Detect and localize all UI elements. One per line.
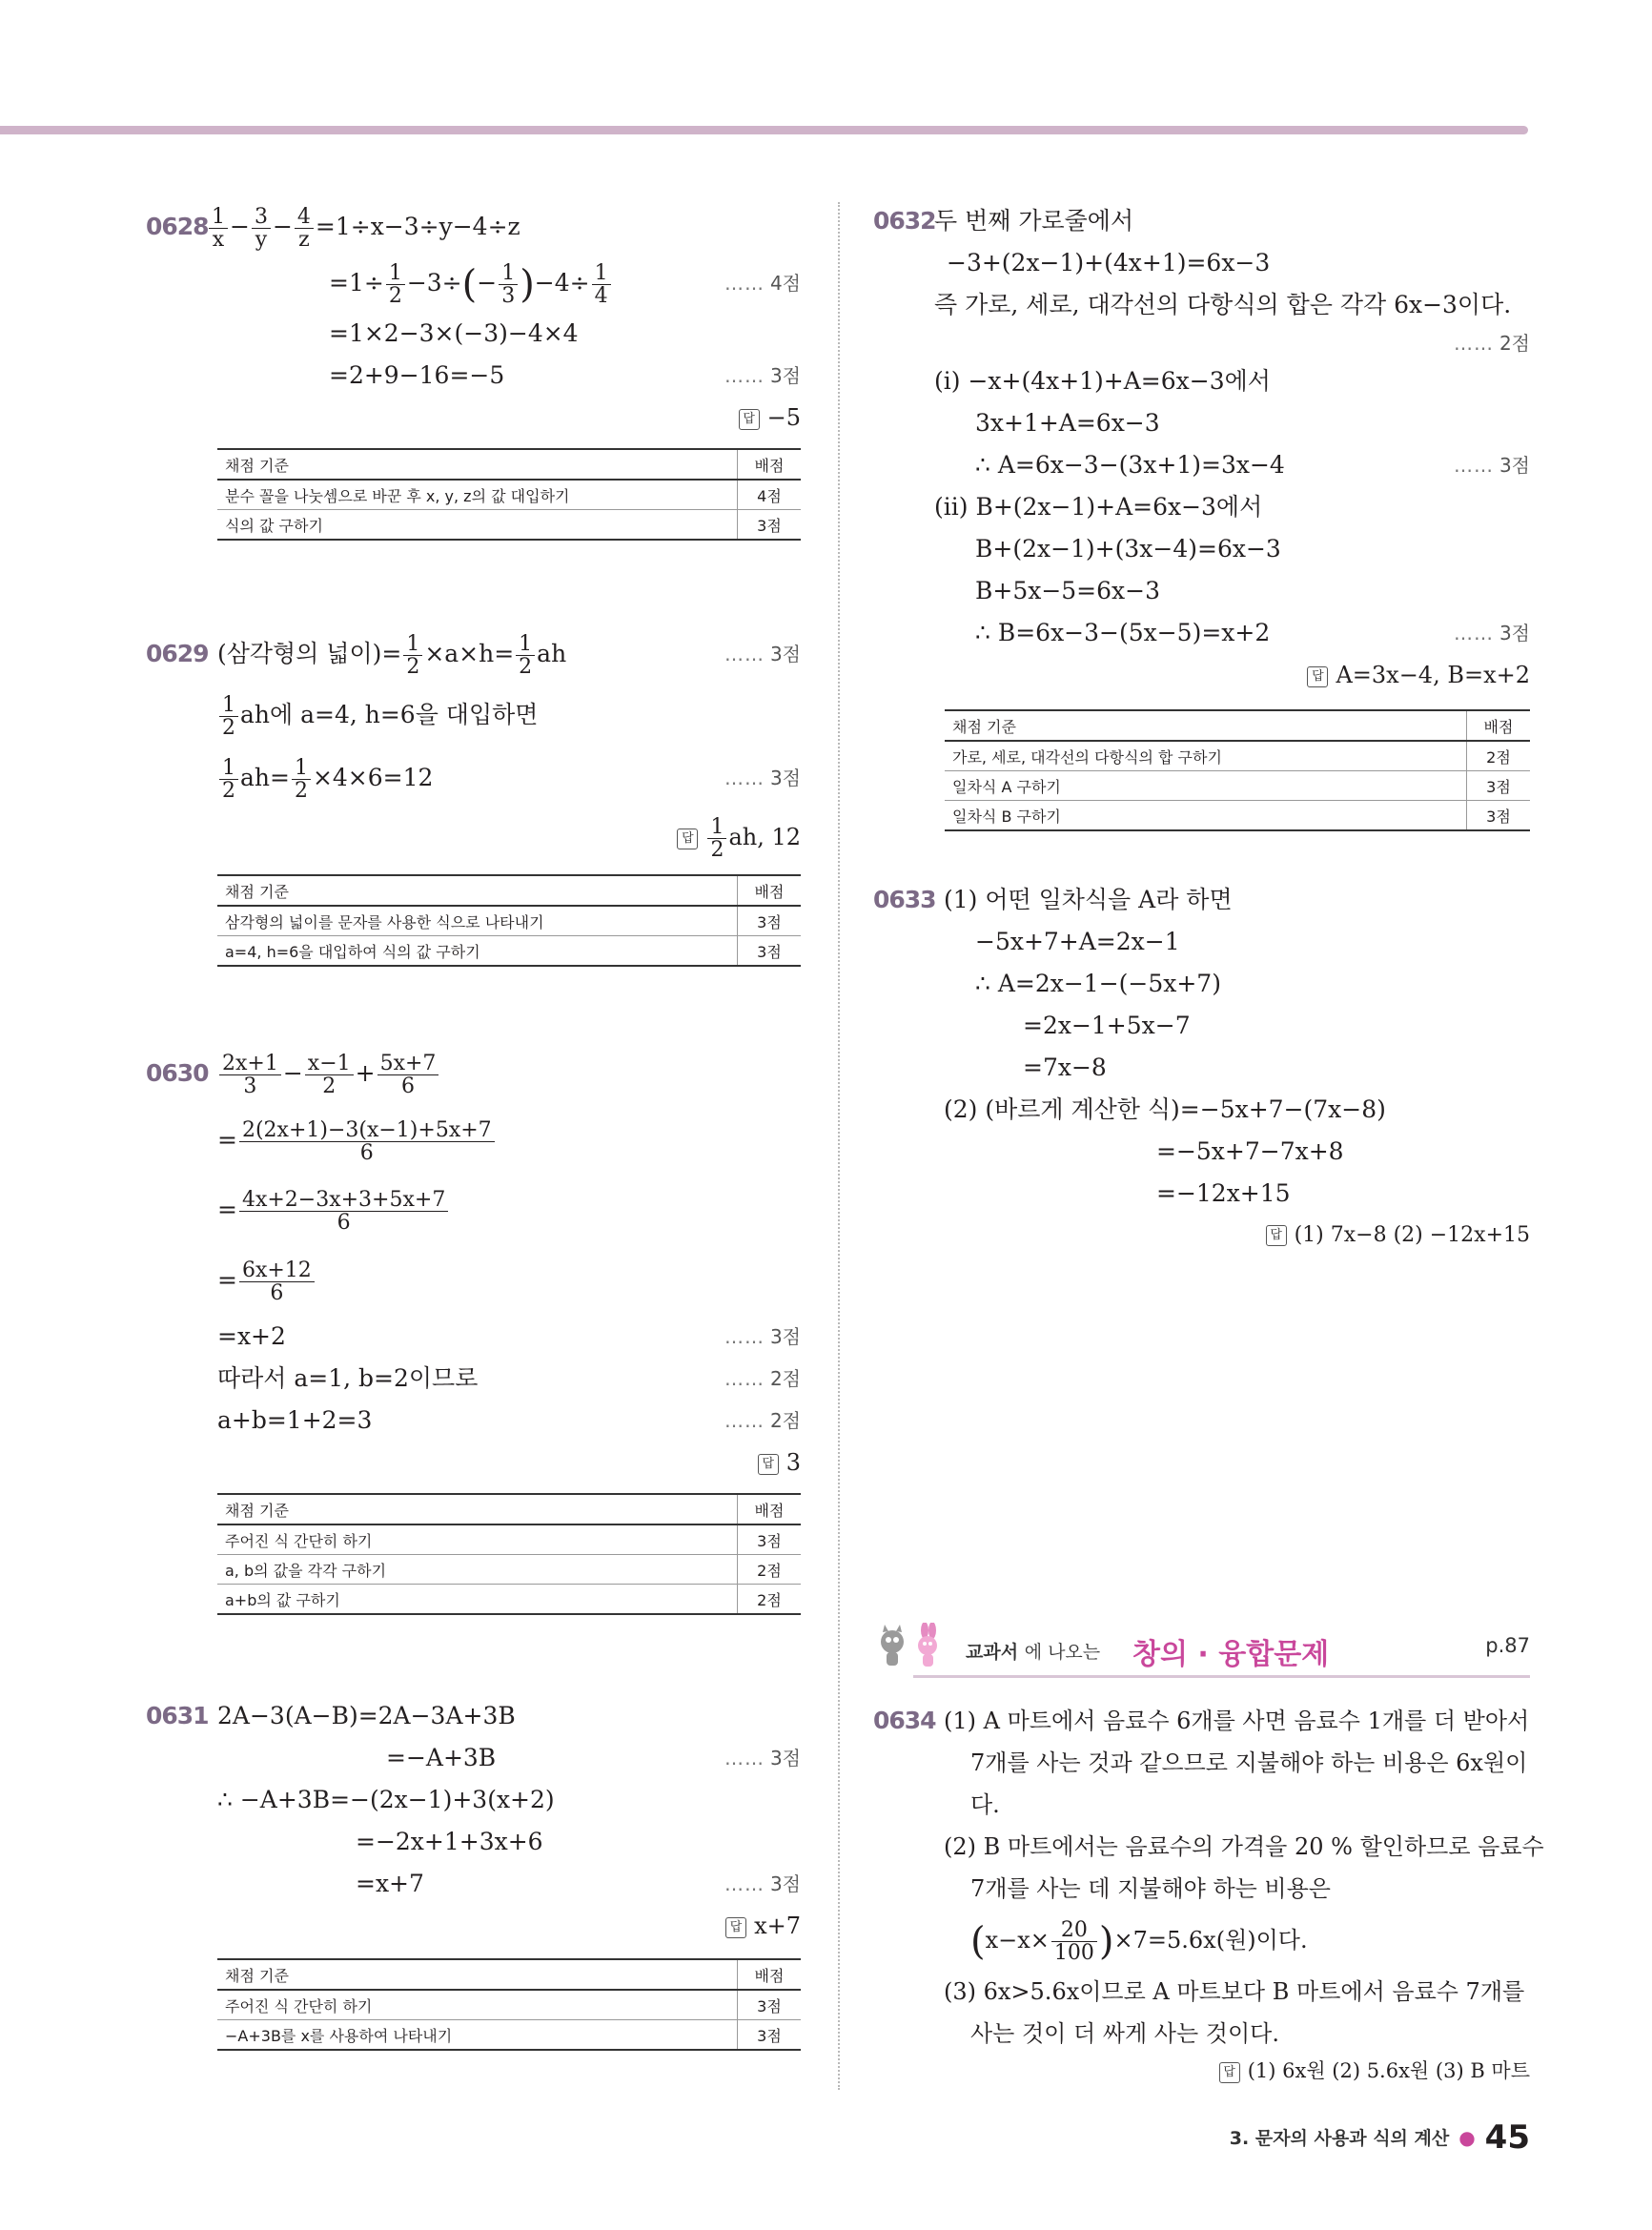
chapter-title: 3. 문자의 사용과 식의 계산: [1229, 2128, 1450, 2149]
equation-line: = $\frac{6x+12}{6}$: [217, 1245, 316, 1316]
score-note: …… 3점: [724, 767, 801, 789]
text-line: 다.: [970, 1791, 1000, 1818]
top-decor-bar: [0, 126, 1528, 134]
problem-number: 0630: [146, 1059, 209, 1087]
equation-line: $\frac{1}{x}$ − $\frac{3}{y}$ − $\frac{4}{z}$ =1÷x−3÷y−4÷z: [207, 200, 520, 254]
equation-line: =x+2: [217, 1322, 286, 1350]
problem-number: 0631: [146, 1702, 209, 1729]
column-divider: [838, 202, 840, 2090]
score-note: …… 3점: [724, 364, 801, 387]
equation-line: $\frac{2x+1}{3}$ − $\frac{x-1}{2}$ + $\frac{5x+7}{6}$: [217, 1041, 440, 1106]
equation-line: =2x−1+5x−7: [1023, 1012, 1191, 1039]
text-line: 사는 것이 더 싸게 사는 것이다.: [970, 2020, 1279, 2047]
right-column: [875, 200, 1530, 1257]
score-note: …… 2점: [724, 1409, 801, 1432]
answer-icon: 답: [1307, 666, 1328, 687]
text-line: (1) 어떤 일차식을 A라 하면: [944, 886, 1233, 913]
answer-icon: 답: [725, 1917, 746, 1938]
fraction: $\frac{4}{z}$: [295, 206, 314, 251]
section-header: [875, 1621, 1530, 1678]
text-line: 두 번째 가로줄에서: [934, 207, 1134, 235]
equation-line: (2) (바르게 계산한 식)=−5x+7−(7x−8): [944, 1095, 1386, 1123]
answer: 답 (1) 6x원 (2) 5.6x원 (3) B 마트: [875, 2055, 1530, 2087]
equation-line: =1÷ $\frac{1}{2}$ −3÷(− $\frac{1}{3}$ )−4÷ $\frac{1}{4}$: [329, 254, 613, 315]
equation-line: = $\frac{4x+2-3x+3+5x+7}{6}$: [217, 1175, 450, 1245]
equation-line: 2A−3(A−B)=2A−3A+3B: [217, 1702, 516, 1729]
problem-number: 0629: [146, 640, 209, 667]
equation-line: =x+7: [356, 1870, 424, 1897]
equation-line: ∴ −A+3B=−(2x−1)+3(x+2): [217, 1786, 555, 1813]
score-note: …… 3점: [1453, 454, 1530, 477]
header-rule: [913, 1675, 1530, 1678]
equation-line: =1×2−3×(−3)−4×4: [329, 319, 579, 347]
text-line: (1) A 마트에서 음료수 6개를 사면 음료수 1개를 더 받아서: [944, 1708, 1530, 1734]
equation-line: a+b=1+2=3: [217, 1406, 373, 1434]
problem-0631: [148, 1695, 801, 2051]
header-label: 교과서 에 나오는: [966, 1642, 1101, 1663]
problem-0634: [873, 1700, 1544, 2087]
equation-line: (삼각형의 넓이)= $\frac{1}{2}$ ×a×h= $\frac{1}{2}$ ah: [217, 631, 567, 679]
answer: 답 −5: [148, 397, 801, 439]
equation-line: = $\frac{2(2x+1)-3(x-1)+5x+7}{6}$: [217, 1106, 497, 1175]
problem-number: 0632: [873, 207, 936, 235]
score-note: …… 3점: [724, 1872, 801, 1895]
score-note: …… 2점: [724, 1367, 801, 1390]
problem-0633: [875, 879, 1530, 1257]
answer-icon: 답: [758, 1454, 779, 1475]
equation-line: 따라서 a=1, b=2이므로: [217, 1364, 479, 1392]
equation-line: $\frac{1}{2}$ ah= $\frac{1}{2}$ ×4×6=12: [217, 747, 433, 809]
score-note: …… 3점: [724, 1747, 801, 1770]
scoring-table: 채점 기준 배점 삼각형의 넓이를 문자를 사용한 식으로 나타내기 3점 a=4, h=6을 대입하여 식의 값 구하기 3점: [217, 874, 801, 967]
fraction: $\frac{1}{x}$: [209, 206, 228, 251]
problem-0628: [148, 200, 801, 541]
equation-line: =−12x+15: [1156, 1179, 1291, 1207]
left-column: [148, 200, 801, 2051]
problem-number: 0628: [146, 213, 209, 240]
answer-icon: 답: [1266, 1225, 1287, 1246]
equation-line: =2+9−16=−5: [329, 361, 505, 389]
text-line: (2) B 마트에서는 음료수의 가격을 20 % 할인하므로 음료수: [944, 1833, 1544, 1860]
score-note: …… 4점: [724, 272, 801, 295]
section-title: 창의 · 융합문제: [1132, 1638, 1330, 1671]
equation-line: (ⅱ) B+(2x−1)+A=6x−3에서: [934, 493, 1263, 521]
text-line: 즉 가로, 세로, 대각선의 다항식의 합은 각각 6x−3이다.: [934, 291, 1512, 318]
answer: 답 A=3x−4, B=x+2: [875, 654, 1530, 696]
problem-number: 0633: [873, 886, 936, 913]
scoring-table: 채점 기준 배점 주어진 식 간단히 하기 3점 a, b의 값을 각각 구하기 2점 a+b의 값 구하기 2점: [217, 1493, 801, 1615]
answer-icon: 답: [1219, 2062, 1240, 2083]
equation-line: B+(2x−1)+(3x−4)=6x−3: [975, 535, 1281, 563]
score-note: …… 3점: [724, 643, 801, 665]
equation-line: $\frac{1}{2}$ ah에 a=4, h=6을 대입하면: [217, 684, 538, 747]
page-footer: [1230, 2118, 1530, 2157]
text-line: 7개를 사는 데 지불해야 하는 비용은: [970, 1875, 1331, 1902]
equation-line: (ⅰ) −x+(4x+1)+A=6x−3에서: [934, 367, 1271, 395]
equation-line: 3x+1+A=6x−3: [975, 409, 1160, 437]
problem-0630: [148, 1041, 801, 1615]
bullet-icon: ●: [1458, 2126, 1476, 2149]
answer: 답 x+7: [148, 1905, 801, 1947]
equation-line: ∴ B=6x−3−(5x−5)=x+2: [975, 619, 1271, 646]
mascot-icon: [875, 1623, 942, 1674]
scoring-table: 채점 기준 배점 주어진 식 간단히 하기 3점 −A+3B를 x를 사용하여 나타내기 3점: [217, 1958, 801, 2051]
equation-line: ∴ A=6x−3−(3x+1)=3x−4: [975, 451, 1285, 479]
equation-line: =−2x+1+3x+6: [356, 1828, 543, 1855]
scoring-table: 채점 기준 배점 가로, 세로, 대각선의 다항식의 합 구하기 2점 일차식 A 구하기 3점 일차식 B 구하기 3점: [945, 709, 1530, 831]
answer: 답 $\frac{1}{2}$ ah, 12: [148, 809, 801, 865]
score-note: …… 3점: [724, 1325, 801, 1348]
answer: 답 (1) 7x−8 (2) −12x+15: [875, 1215, 1530, 1257]
problem-0632: [875, 200, 1530, 831]
equation-line: =−A+3B: [386, 1744, 497, 1771]
answer: 답 3: [148, 1442, 801, 1483]
text-line: 7개를 사는 것과 같으므로 지불해야 하는 비용은 6x원이: [970, 1749, 1528, 1776]
equation-line: −3+(2x−1)+(4x+1)=6x−3: [947, 249, 1271, 276]
answer-icon: 답: [677, 829, 698, 849]
equation-line: =7x−8: [1023, 1054, 1107, 1081]
answer-icon: 답: [739, 409, 760, 430]
page-number: 45: [1484, 2118, 1530, 2157]
problem-number: 0634: [873, 1707, 936, 1734]
equation-line: =−5x+7−7x+8: [1156, 1137, 1344, 1165]
scoring-table: 채점 기준 배점 분수 꼴을 나눗셈으로 바꾼 후 x, y, z의 값 대입하기 4점 식의 값 구하기 3점: [217, 448, 801, 541]
problem-0629: [148, 624, 801, 967]
equation-line: (x−x× $\frac{20}{100}$ )×7=5.6x(원)이다.: [970, 1917, 1308, 1965]
equation-line: −5x+7+A=2x−1: [975, 928, 1180, 955]
page-reference: p.87: [1485, 1634, 1530, 1657]
equation-line: ∴ A=2x−1−(−5x+7): [975, 970, 1221, 997]
score-note: …… 2점: [1453, 332, 1530, 355]
fraction: $\frac{3}{y}$: [252, 206, 271, 251]
equation-line: B+5x−5=6x−3: [975, 577, 1160, 604]
score-note: …… 3점: [1453, 622, 1530, 644]
text-line: (3) 6x>5.6x이므로 A 마트보다 B 마트에서 음료수 7개를: [944, 1978, 1525, 2005]
